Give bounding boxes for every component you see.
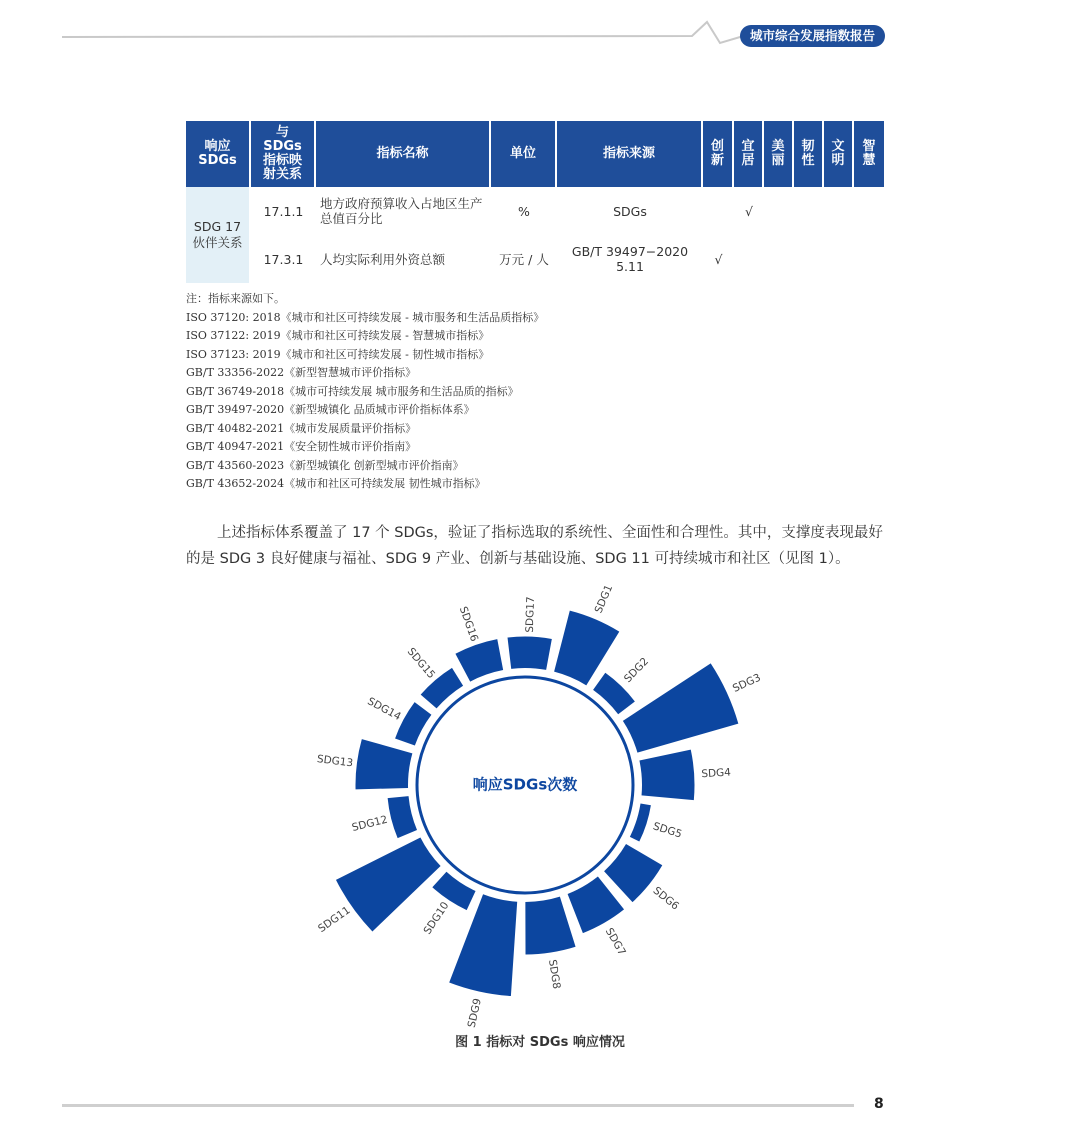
note-line: 注：指标来源如下。 (186, 292, 285, 305)
chart-center-title: 响应SDGs次数 (472, 775, 578, 794)
label-sdg8: SDG8 (545, 958, 563, 990)
mark-smart (854, 235, 884, 283)
label-sdg4: SDG4 (701, 766, 732, 781)
label-sdg13: SDG13 (316, 753, 354, 770)
label-sdg9: SDG9 (465, 997, 484, 1029)
col-header-unit: 单位 (491, 121, 557, 187)
bar-sdg1 (554, 611, 619, 686)
table-row (186, 235, 884, 283)
indicator-unit: % (518, 203, 530, 219)
col-header-sdgs: 响应SDGs (186, 121, 251, 187)
note-line: GB/T 40482-2021《城市发展质量评价指标》 (186, 421, 417, 435)
col-header-resilient: 韧性 (794, 121, 824, 187)
mapping-code: 17.3.1 (263, 251, 304, 267)
bar-sdg11 (336, 837, 441, 931)
indicator-name: 地方政府预算收入占地区生产总值百分比 (320, 196, 483, 226)
col-header-civilized: 文明 (824, 121, 854, 187)
note-line: ISO 37120: 2018《城市和社区可持续发展 - 城市服务和生活品质指标》 (186, 310, 545, 324)
label-sdg6: SDG6 (650, 884, 682, 913)
bar-sdg9 (449, 894, 517, 996)
sdg-radial-chart (260, 580, 820, 1030)
mark-civilized (824, 187, 854, 235)
label-sdg10: SDG10 (421, 899, 452, 937)
mark-livable (734, 235, 764, 283)
label-sdg5: SDG5 (651, 820, 684, 841)
label-sdg17: SDG17 (523, 596, 537, 633)
note-line: ISO 37123: 2019《城市和社区可持续发展 - 韧性城市指标》 (186, 347, 490, 361)
label-sdg16: SDG16 (456, 605, 481, 644)
note-line: GB/T 36749-2018《城市可持续发展 城市服务和生活品质的指标》 (186, 384, 519, 398)
page-number: 8 (874, 1096, 884, 1112)
bar-sdg12 (388, 796, 417, 838)
table-row (186, 187, 884, 235)
footer-rule (62, 1104, 854, 1107)
note-line: GB/T 43652-2024《城市和社区可持续发展 韧性城市指标》 (186, 477, 486, 490)
label-sdg3: SDG3 (730, 671, 763, 695)
mark-civilized (824, 235, 854, 283)
label-sdg12: SDG12 (350, 813, 389, 835)
bar-sdg13 (356, 739, 413, 789)
note-line: GB/T 43560-2023《新型城镇化 创新型城市评价指南》 (186, 458, 464, 472)
indicator-name: 人均实际利用外资总额 (320, 251, 446, 267)
mark-beautiful (764, 235, 794, 283)
note-line: ISO 37122: 2019《城市和社区可持续发展 - 智慧城市指标》 (186, 329, 490, 342)
mark-innovation (703, 187, 734, 235)
bar-sdg7 (568, 877, 624, 934)
bar-sdg4 (639, 750, 694, 801)
note-line: GB/T 39497-2020《新型城镇化 品质城市评价指标体系》 (186, 403, 475, 416)
note-line: GB/T 40947-2021《安全韧性城市评价指南》 (186, 440, 417, 453)
mark-resilient (794, 235, 824, 283)
figure-caption: 图 1 指标对 SDGs 响应情况 (455, 1035, 625, 1050)
mark-smart (854, 187, 884, 235)
paragraph-text: 上述指标体系覆盖了 17 个 SDGs，验证了指标选取的系统性、全面性和合理性。其中，支撑度表现最好的是 SDG 3 良好健康与福祉、SDG 9 产业、创新与基础设施、SDG 11 可持续城市和社区（见图 1）。 (186, 525, 883, 567)
indicator-unit: 万元 / 人 (499, 252, 549, 267)
mark-beautiful (764, 187, 794, 235)
bar-sdg5 (630, 804, 651, 842)
col-header-smart: 智慧 (854, 121, 884, 187)
label-sdg14: SDG14 (365, 695, 403, 724)
header-rule (62, 0, 762, 60)
label-sdg2: SDG2 (621, 655, 652, 686)
category-cell: SDG 17 伙伴关系 (186, 187, 251, 283)
label-sdg1: SDG1 (592, 583, 616, 616)
label-sdg11: SDG11 (316, 904, 353, 936)
label-sdg7: SDG7 (602, 926, 628, 958)
col-header-mapping: 与SDGs指标映射关系 (251, 121, 316, 187)
indicator-source: SDGs (613, 203, 647, 219)
col-header-source: 指标来源 (557, 121, 703, 187)
col-header-beautiful: 美丽 (764, 121, 794, 187)
col-header-name: 指标名称 (316, 121, 491, 187)
mark-innovation: √ (714, 251, 723, 267)
bar-sdg16 (455, 639, 503, 682)
mark-resilient (794, 187, 824, 235)
report-title-badge: 城市综合发展指数报告 (740, 25, 885, 47)
body-paragraph (186, 520, 884, 572)
label-sdg15: SDG15 (404, 645, 438, 682)
bar-sdg17 (508, 637, 552, 670)
source-notes (186, 290, 544, 494)
indicator-table (186, 121, 884, 283)
note-line: GB/T 33356-2022《新型智慧城市评价指标》 (186, 366, 417, 379)
mapping-code: 17.1.1 (263, 203, 304, 219)
bar-sdg3 (623, 663, 738, 752)
col-header-livable: 宜居 (734, 121, 764, 187)
indicator-source: GB/T 39497−2020 5.11 (571, 244, 689, 274)
mark-livable: √ (745, 203, 753, 219)
bar-sdg8 (525, 897, 575, 955)
table-header-row (186, 121, 884, 187)
col-header-innovation: 创新 (703, 121, 734, 187)
